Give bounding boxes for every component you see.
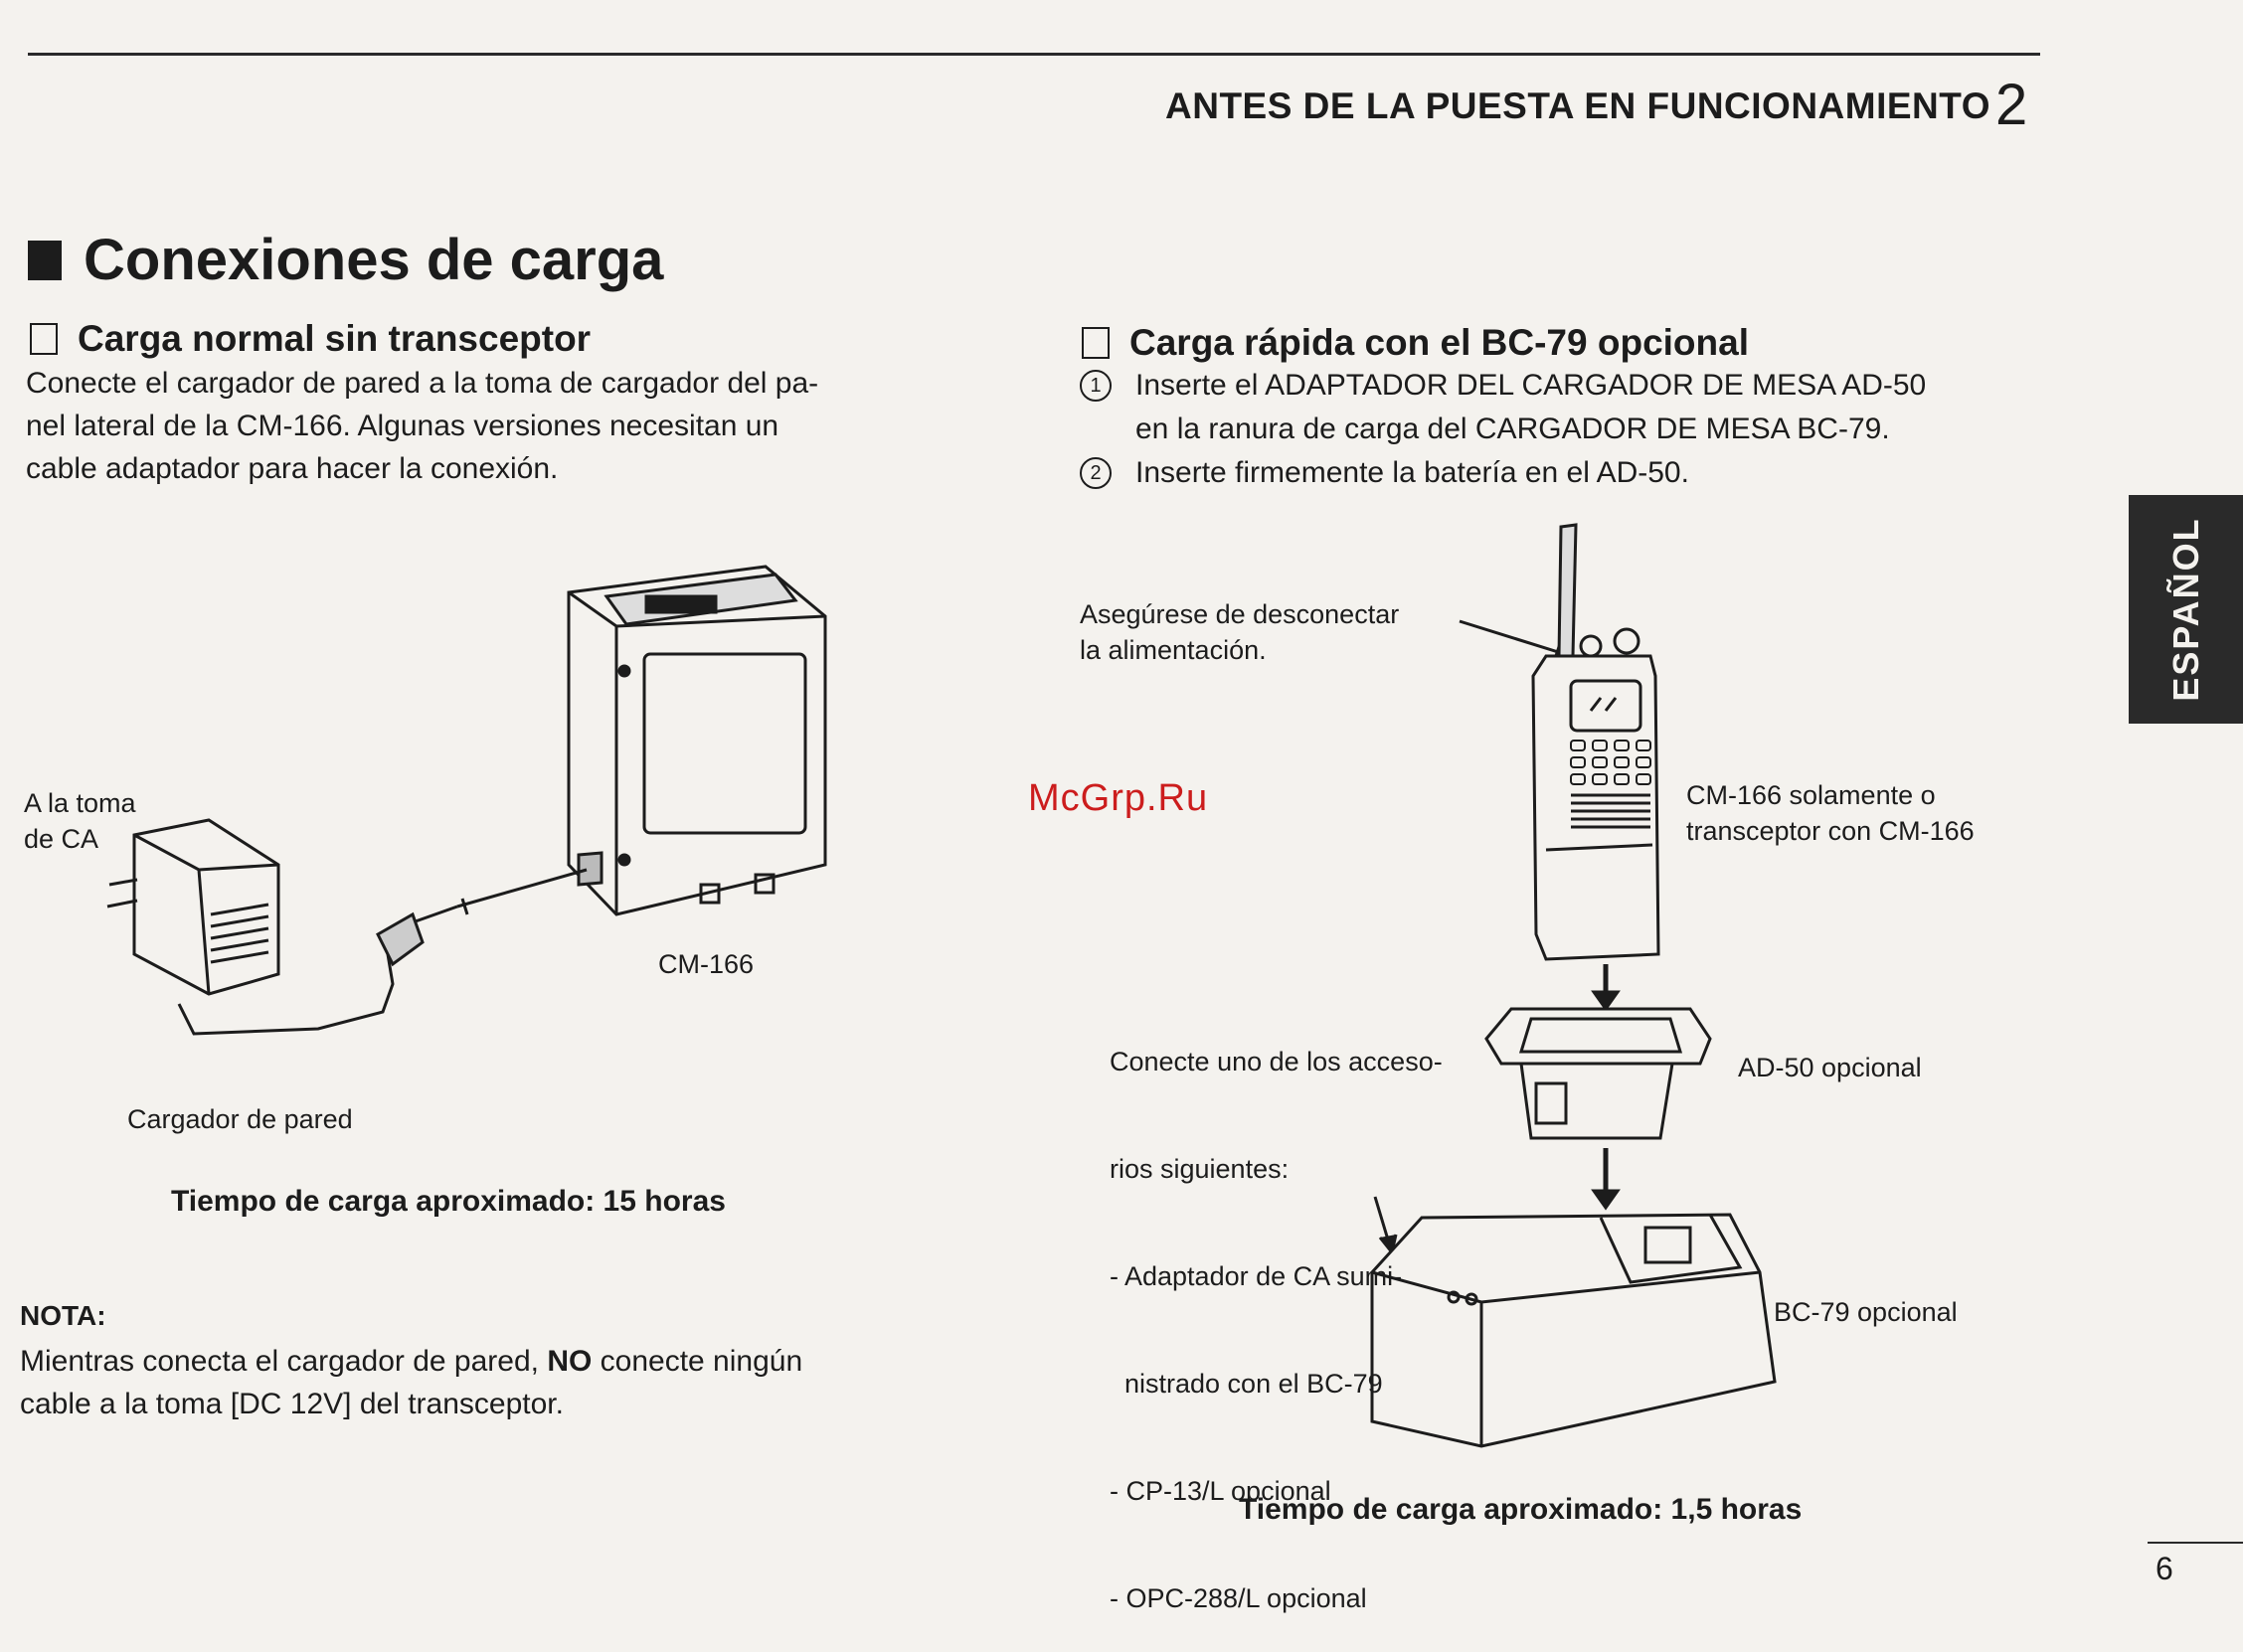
ac-outlet-label-line: A la toma: [24, 788, 136, 818]
accessories-label-line: nistrado con el BC-79: [1110, 1369, 1383, 1399]
cm166-battery-icon: [569, 567, 825, 914]
note-heading: NOTA:: [20, 1300, 106, 1331]
step-number: 1: [1080, 370, 1112, 402]
checkbox-square-icon: [1082, 327, 1110, 359]
left-paragraph: [26, 362, 980, 490]
accessories-label-line: Conecte uno de los acceso-: [1110, 1047, 1443, 1076]
step-line: en la ranura de carga del CARGADOR DE MESA BC-79.: [1135, 413, 1890, 445]
right-subtitle-text: Carga rápida con el BC-79 opcional: [1129, 322, 1749, 363]
note-emphasis: NO: [547, 1345, 593, 1378]
accessories-label: [1110, 972, 1443, 1652]
note-text-part: conecte ningún: [592, 1345, 803, 1378]
right-subtitle: [1082, 322, 1749, 364]
step-number: 2: [1080, 457, 1112, 489]
accessories-label-line: - CP-13/L opcional: [1110, 1476, 1331, 1506]
page-number-rule: [2148, 1542, 2243, 1544]
accessories-label-line: - OPC-288/L opcional: [1110, 1583, 1367, 1613]
chapter-number: 2: [1995, 73, 2028, 137]
chapter-title: ANTES DE LA PUESTA EN FUNCIONAMIENTO: [1165, 85, 1990, 126]
ad50-label: AD-50 opcional: [1738, 1053, 1922, 1082]
language-tab-text: ESPAÑOL: [2164, 517, 2206, 702]
watermark-text: McGrp.Ru: [1028, 777, 1209, 819]
section-square-icon: [28, 241, 62, 280]
ad50-adapter-icon: [1486, 1009, 1710, 1138]
disconnect-label-line: Asegúrese de desconectar: [1080, 599, 1400, 629]
note-line-2: cable a la toma [DC 12V] del transceptor.: [20, 1388, 564, 1420]
note-text-part: Mientras conecta el cargador de pared,: [20, 1345, 548, 1378]
note-line-1: [20, 1340, 974, 1383]
cm166-label: CM-166: [658, 949, 755, 979]
accessories-label-line: - Adaptador de CA sumi-: [1110, 1261, 1403, 1291]
checkbox-square-icon: [30, 323, 58, 355]
right-charge-time: Tiempo de carga aproximado: 1,5 horas: [1239, 1493, 1803, 1526]
section-title: [28, 227, 663, 293]
note-text: [20, 1340, 974, 1425]
language-tab: [2129, 495, 2243, 724]
ac-outlet-label: [24, 785, 136, 857]
left-subtitle-text: Carga normal sin transceptor: [78, 318, 592, 359]
step-line: Inserte el ADAPTADOR DEL CARGADOR DE MESA AD-50: [1135, 369, 1927, 402]
wall-charger-illustration: [0, 537, 994, 1133]
step-item: [1080, 364, 2074, 451]
cm166-transceiver-label-line: transceptor con CM-166: [1686, 816, 1975, 846]
disconnect-label: [1080, 596, 1399, 668]
step-item: [1080, 451, 2074, 495]
steps-list: [1080, 364, 2074, 495]
disconnect-label-line: la alimentación.: [1080, 635, 1267, 665]
transceiver-icon: [1533, 525, 1658, 959]
left-subtitle: [30, 318, 591, 360]
wall-charger-label: Cargador de pared: [127, 1104, 353, 1134]
left-paragraph-line: Conecte el cargador de pared a la toma de cargador del pa-: [26, 367, 819, 400]
left-charge-time: Tiempo de carga aproximado: 15 horas: [171, 1185, 726, 1218]
left-paragraph-line: cable adaptador para hacer la conexión.: [26, 452, 559, 485]
cm166-transceiver-label-line: CM-166 solamente o: [1686, 780, 1936, 810]
top-rule: [28, 53, 2040, 56]
cm166-transceiver-label: [1686, 777, 1975, 849]
bc79-label: BC-79 opcional: [1774, 1297, 1958, 1327]
section-title-text: Conexiones de carga: [84, 228, 664, 292]
accessories-label-line: rios siguientes:: [1110, 1154, 1290, 1184]
step-line: Inserte firmemente la batería en el AD-50.: [1135, 456, 1689, 489]
ac-outlet-label-line: de CA: [24, 824, 99, 854]
left-paragraph-line: nel lateral de la CM-166. Algunas versiones necesitan un: [26, 410, 779, 442]
page-number: 6: [2156, 1551, 2173, 1586]
